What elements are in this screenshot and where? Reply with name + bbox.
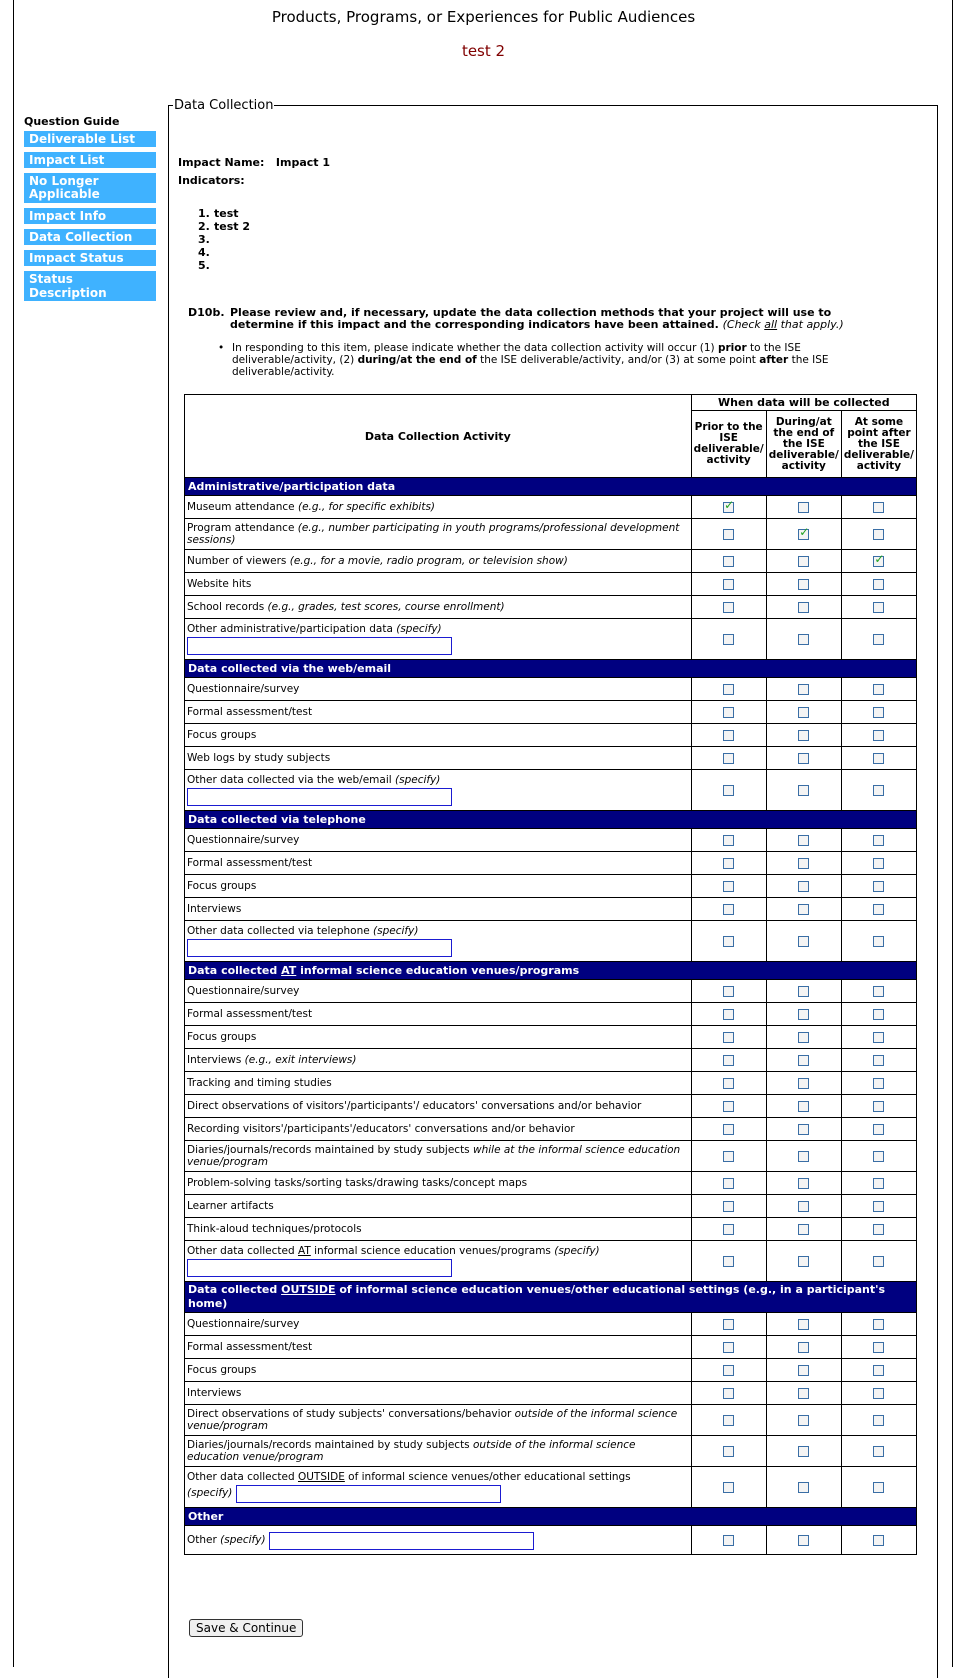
checkbox-after[interactable]: [873, 707, 884, 718]
checkbox-during[interactable]: [798, 1101, 809, 1112]
table-row: Website hits: [185, 573, 917, 596]
section-phone: Data collected via telephone: [185, 811, 917, 829]
checkbox-after[interactable]: [873, 986, 884, 997]
question-d10b: [188, 307, 868, 331]
table-row: Direct observations of visitors'/participants'/ educators' conversations and/or behavior: [185, 1095, 917, 1118]
checkbox-prior[interactable]: [723, 602, 734, 613]
question-text: Please review and, if necessary, update the data collection methods that your project will use to determine if this impact and the corresponding indicators have been attained. (Check all that apply.): [230, 306, 844, 331]
checkbox-prior[interactable]: [723, 1535, 734, 1546]
checkbox-prior[interactable]: [723, 707, 734, 718]
checkbox-during[interactable]: [798, 1319, 809, 1330]
checkbox-after[interactable]: [873, 1078, 884, 1089]
checkbox-during[interactable]: [798, 684, 809, 695]
during-column-header: During/at the end of the ISE deliverable/ activity: [766, 411, 841, 478]
checkbox-during[interactable]: [798, 634, 809, 645]
checkbox-prior[interactable]: [723, 858, 734, 869]
checkbox-prior[interactable]: [723, 502, 734, 513]
checkbox-after[interactable]: [873, 1535, 884, 1546]
checkbox-prior[interactable]: [723, 904, 734, 915]
checkbox-after[interactable]: [873, 1151, 884, 1162]
checkbox-after[interactable]: [873, 858, 884, 869]
checkbox-during[interactable]: [798, 1342, 809, 1353]
checkbox-after[interactable]: [873, 881, 884, 892]
checkbox-after[interactable]: [873, 684, 884, 695]
table-row: Focus groups: [185, 724, 917, 747]
table-row: Other administrative/participation data (specify): [185, 619, 917, 660]
checkbox-prior[interactable]: [723, 753, 734, 764]
table-row: Museum attendance (e.g., for specific exhibits) ✓: [185, 496, 917, 519]
table-row: School records (e.g., grades, test scores, course enrollment): [185, 596, 917, 619]
checkbox-prior[interactable]: [723, 1256, 734, 1267]
checkbox-during[interactable]: [798, 1388, 809, 1399]
checkbox-during[interactable]: [798, 785, 809, 796]
checkbox-during[interactable]: [798, 986, 809, 997]
checkbox-prior[interactable]: [723, 1055, 734, 1066]
specify-input[interactable]: [187, 1259, 452, 1277]
indicator-item: 5.: [198, 259, 210, 272]
checkbox-during[interactable]: [798, 1446, 809, 1457]
table-row: Learner artifacts: [185, 1195, 917, 1218]
checkbox-after[interactable]: [873, 1032, 884, 1043]
table-row: Focus groups: [185, 875, 917, 898]
checkbox-during[interactable]: [798, 1224, 809, 1235]
nav-deliverable-list[interactable]: Deliverable List: [24, 131, 156, 147]
table-row: Questionnaire/survey: [185, 829, 917, 852]
checkbox-prior[interactable]: [723, 1342, 734, 1353]
table-row: Formal assessment/test: [185, 1336, 917, 1359]
checkbox-after[interactable]: [873, 785, 884, 796]
question-guide-title: Question Guide: [24, 115, 120, 128]
table-row: Problem-solving tasks/sorting tasks/drawing tasks/concept maps: [185, 1172, 917, 1195]
checkbox-after[interactable]: [873, 1365, 884, 1376]
checkbox-after[interactable]: [873, 602, 884, 613]
table-row: Formal assessment/test: [185, 852, 917, 875]
table-row: Formal assessment/test: [185, 1003, 917, 1026]
checkbox-during[interactable]: [798, 1151, 809, 1162]
checkbox-after[interactable]: [873, 529, 884, 540]
checkbox-during[interactable]: [798, 1365, 809, 1376]
checkbox-prior[interactable]: [723, 1078, 734, 1089]
checkbox-after[interactable]: [873, 1342, 884, 1353]
after-column-header: At some point after the ISE deliverable/ activity: [841, 411, 916, 478]
checkbox-after[interactable]: [873, 904, 884, 915]
table-row: Questionnaire/survey: [185, 980, 917, 1003]
checkbox-prior[interactable]: [723, 1124, 734, 1135]
checkbox-during[interactable]: [798, 707, 809, 718]
nav-impact-status[interactable]: Impact Status: [24, 250, 156, 266]
checkbox-after[interactable]: [873, 753, 884, 764]
checkbox-prior[interactable]: [723, 1032, 734, 1043]
checkbox-prior[interactable]: [723, 1388, 734, 1399]
page-title: Products, Programs, or Experiences for Public Audiences: [271, 8, 696, 26]
checkbox-prior[interactable]: [723, 1201, 734, 1212]
checkbox-after[interactable]: [873, 1101, 884, 1112]
prior-column-header: Prior to the ISE deliverable/ activity: [691, 411, 766, 478]
table-row: Other data collected AT informal science education venues/programs (specify): [185, 1241, 917, 1282]
section-web: Data collected via the web/email: [185, 660, 917, 678]
checkbox-during[interactable]: [798, 881, 809, 892]
checkbox-during[interactable]: [798, 753, 809, 764]
section-admin: Administrative/participation data: [185, 478, 917, 496]
checkbox-during[interactable]: [798, 936, 809, 947]
nav-no-longer-applicable[interactable]: No Longer Applicable: [24, 173, 156, 203]
checkbox-prior[interactable]: [723, 556, 734, 567]
checkbox-during[interactable]: [798, 1178, 809, 1189]
checkbox-prior[interactable]: [723, 1151, 734, 1162]
checkbox-after[interactable]: [873, 1415, 884, 1426]
checkbox-during[interactable]: [798, 904, 809, 915]
table-row: Diaries/journals/records maintained by study subjects while at the informal science education venue/program: [185, 1141, 917, 1172]
table-row: Other data collected OUTSIDE of informal science venues/other educational settings (specify): [185, 1467, 917, 1508]
bullet-icon: •: [218, 342, 225, 354]
checkbox-prior[interactable]: [723, 986, 734, 997]
checkbox-prior[interactable]: [723, 785, 734, 796]
impact-name-row: [178, 156, 330, 169]
nav-status-description[interactable]: Status Description: [24, 271, 156, 301]
table-row: Program attendance (e.g., number participating in youth programs/professional development sessions) ✓: [185, 519, 917, 550]
checkbox-after[interactable]: [873, 556, 884, 567]
checkbox-after[interactable]: [873, 502, 884, 513]
page-subtitle: test 2: [461, 42, 506, 60]
when-column-header: When data will be collected: [691, 395, 916, 411]
table-row: Other (specify): [185, 1526, 917, 1555]
checkbox-prior[interactable]: [723, 684, 734, 695]
specify-input[interactable]: [236, 1485, 501, 1503]
checkbox-during[interactable]: [798, 502, 809, 513]
question-bullet: • In responding to this item, please indicate whether the data collection activity will occur (1) prior to the ISE deliverable/activity, (2) during/at the end of the ISE deliverable/activity, and/or (3) at some point after the ISE deliverable/activity.: [218, 342, 829, 378]
checkbox-after[interactable]: [873, 1201, 884, 1212]
fieldset-legend: Data Collection: [174, 98, 274, 113]
checkbox-during[interactable]: [798, 730, 809, 741]
checkbox-during[interactable]: [798, 858, 809, 869]
save-continue-button[interactable]: Save & Continue: [189, 1619, 303, 1637]
checkbox-during[interactable]: [798, 1032, 809, 1043]
checkbox-after[interactable]: [873, 1388, 884, 1399]
checkbox-after[interactable]: [873, 1178, 884, 1189]
checkbox-during[interactable]: [798, 579, 809, 590]
checkbox-during[interactable]: [798, 602, 809, 613]
checkbox-prior[interactable]: [723, 1482, 734, 1493]
checkbox-prior[interactable]: [723, 1101, 734, 1112]
activity-column-header: Data Collection Activity: [185, 395, 692, 478]
checkbox-prior[interactable]: [723, 579, 734, 590]
checkbox-after[interactable]: [873, 1224, 884, 1235]
table-row: Diaries/journals/records maintained by study subjects outside of the informal science education venue/program: [185, 1436, 917, 1467]
table-row: Recording visitors'/participants'/educators' conversations and/or behavior: [185, 1118, 917, 1141]
indicators-label: Indicators:: [178, 174, 245, 187]
checkbox-during[interactable]: [798, 1482, 809, 1493]
table-row: Interviews: [185, 1382, 917, 1405]
checkbox-prior[interactable]: [723, 1009, 734, 1020]
section-at-venues: Data collected AT informal science education venues/programs: [185, 962, 917, 980]
table-row: Tracking and timing studies: [185, 1072, 917, 1095]
table-row: Direct observations of study subjects' conversations/behavior outside of the informal science venue/program: [185, 1405, 917, 1436]
checkbox-during[interactable]: [798, 1535, 809, 1546]
checkbox-after[interactable]: [873, 634, 884, 645]
checkbox-during[interactable]: [798, 556, 809, 567]
checkbox-prior[interactable]: [723, 881, 734, 892]
checkbox-prior[interactable]: [723, 730, 734, 741]
checkbox-after[interactable]: [873, 1009, 884, 1020]
checkbox-during[interactable]: [798, 835, 809, 846]
indicator-item: 3.: [198, 233, 210, 246]
checkbox-after[interactable]: [873, 1256, 884, 1267]
section-outside-venues: Data collected OUTSIDE of informal science education venues/other educational settings (e.g., in a participant's home): [185, 1282, 917, 1313]
question-number: D10b.: [188, 306, 225, 319]
checkbox-during[interactable]: [798, 1055, 809, 1066]
checkbox-after[interactable]: [873, 1124, 884, 1135]
checkbox-during[interactable]: [798, 1009, 809, 1020]
table-row: Web logs by study subjects: [185, 747, 917, 770]
indicators-list: [198, 207, 250, 272]
checkbox-prior[interactable]: [723, 1415, 734, 1426]
checkbox-prior[interactable]: [723, 1365, 734, 1376]
checkbox-prior[interactable]: [723, 634, 734, 645]
specify-input[interactable]: [187, 637, 452, 655]
specify-input[interactable]: [269, 1532, 534, 1550]
impact-name-value: Impact 1: [275, 156, 331, 169]
checkbox-after[interactable]: [873, 1446, 884, 1457]
checkbox-after[interactable]: [873, 835, 884, 846]
checkbox-during[interactable]: [798, 1201, 809, 1212]
checkbox-prior[interactable]: [723, 1319, 734, 1330]
checkbox-during[interactable]: [798, 1415, 809, 1426]
checkbox-during[interactable]: [798, 1256, 809, 1267]
checkbox-prior[interactable]: [723, 936, 734, 947]
indicator-item: 2. test 2: [198, 220, 251, 233]
checkbox-after[interactable]: [873, 730, 884, 741]
table-row: Think-aloud techniques/protocols: [185, 1218, 917, 1241]
checkbox-prior[interactable]: [723, 1224, 734, 1235]
section-other: Other: [185, 1508, 917, 1526]
table-row: Interviews: [185, 898, 917, 921]
checkbox-during[interactable]: [798, 529, 809, 540]
indicator-item: 4.: [198, 246, 210, 259]
table-row: Other data collected via telephone (specify): [185, 921, 917, 962]
table-row: Other data collected via the web/email (specify): [185, 770, 917, 811]
table-row: Questionnaire/survey: [185, 678, 917, 701]
impact-name-label: Impact Name:: [178, 156, 265, 169]
checkbox-prior[interactable]: [723, 529, 734, 540]
checkbox-after[interactable]: [873, 1482, 884, 1493]
specify-input[interactable]: [187, 939, 452, 957]
data-collection-table: [184, 394, 917, 1555]
table-row: Focus groups: [185, 1359, 917, 1382]
table-row: Focus groups: [185, 1026, 917, 1049]
nav-impact-info[interactable]: Impact Info: [24, 208, 156, 224]
checkbox-after[interactable]: [873, 936, 884, 947]
specify-input[interactable]: [187, 788, 452, 806]
checkbox-during[interactable]: [798, 1078, 809, 1089]
table-row: Formal assessment/test: [185, 701, 917, 724]
question-guide-nav: [24, 131, 156, 306]
checkbox-prior[interactable]: [723, 1446, 734, 1457]
checkbox-after[interactable]: [873, 1319, 884, 1330]
indicator-item: 1. test: [198, 207, 239, 220]
checkbox-during[interactable]: [798, 1124, 809, 1135]
checkbox-prior[interactable]: [723, 1178, 734, 1189]
nav-impact-list[interactable]: Impact List: [24, 152, 156, 168]
table-row: Questionnaire/survey: [185, 1313, 917, 1336]
checkbox-after[interactable]: [873, 579, 884, 590]
checkbox-prior[interactable]: [723, 835, 734, 846]
checkbox-after[interactable]: [873, 1055, 884, 1066]
table-row: Number of viewers (e.g., for a movie, radio program, or television show) ✓: [185, 550, 917, 573]
nav-data-collection[interactable]: Data Collection: [24, 229, 156, 245]
table-row: Interviews (e.g., exit interviews): [185, 1049, 917, 1072]
